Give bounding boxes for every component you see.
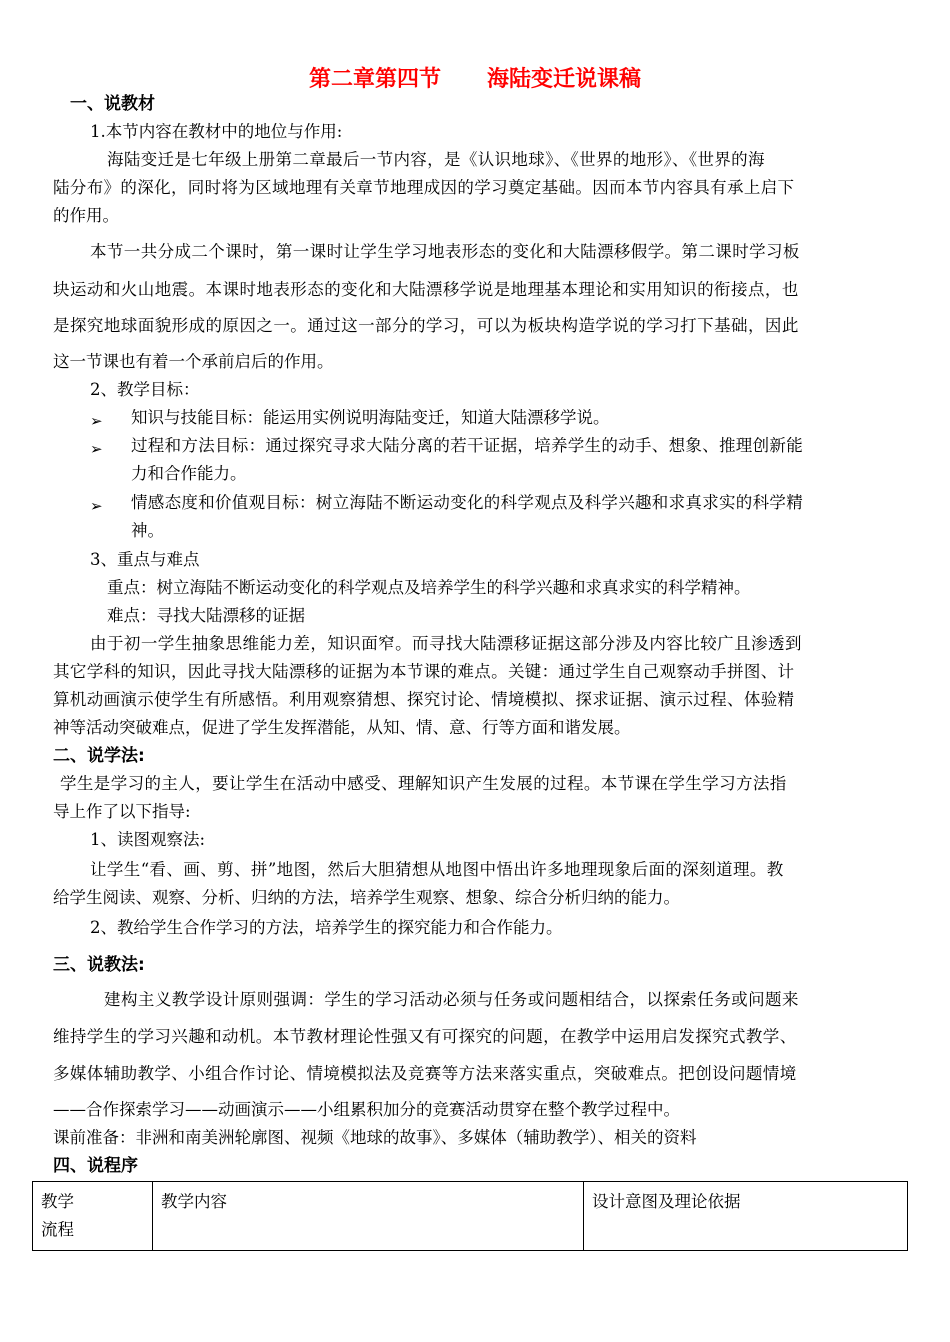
key-point: 重点：树立海陆不断运动变化的科学观点及培养学生的科学兴趣和求真求实的科学精神。: [107, 578, 751, 597]
paragraph-line: 的作用。: [53, 206, 119, 225]
table-header-row: [33, 1182, 908, 1251]
method-label: 1、读图观察法:: [90, 830, 206, 849]
section-heading-procedure: 四、说程序: [53, 1156, 138, 1176]
paragraph-line: 是探究地球面貌形成的原因之一。通过这一部分的学习，可以为板块构造学说的学习打下基础，因此: [53, 316, 799, 335]
paragraph-line: 算机动画演示使学生有所感悟。利用观察猜想、探究讨论、情境模拟、探求证据、演示过程、体验精: [53, 690, 795, 709]
method-item: 2、教给学生合作学习的方法，培养学生的探究能力和合作能力。: [90, 918, 563, 937]
table-header-flow: 教学 流程: [33, 1182, 153, 1251]
paragraph-line: 由于初一学生抽象思维能力差，知识面窄。而寻找大陆漂移证据这部分涉及内容比较广且渗透到: [90, 634, 802, 653]
procedure-table: [32, 1181, 908, 1251]
paragraph-line: 多媒体辅助教学、小组合作讨论、情境模拟法及竞赛等方法来落实重点，突破难点。把创设问题情境: [53, 1064, 797, 1083]
table-header-rationale: 设计意图及理论依据: [584, 1182, 908, 1251]
subheading-goals: 2、教学目标：: [90, 380, 200, 399]
subheading-key-points: 3、重点与难点: [90, 550, 200, 569]
class-preparation: 课前准备：非洲和南美洲轮廓图、视频《地球的故事》、多媒体（辅助教学）、相关的资料: [53, 1128, 697, 1147]
goal-item: 过程和方法目标：通过探究寻求大陆分离的若干证据，培养学生的动手、想象、推理创新能: [131, 436, 803, 455]
paragraph-line: 陆分布》的深化，同时将为区域地理有关章节地理成因的学习奠定基础。因而本节内容具有承上启下: [53, 178, 795, 197]
subheading-position: 1.本节内容在教材中的地位与作用:: [90, 122, 343, 141]
page-title: 第二章第四节 海陆变迁说课稿: [309, 67, 641, 92]
section-heading-teaching: 三、说教法:: [53, 955, 145, 975]
paragraph-line: 块运动和火山地震。本课时地表形态的变化和大陆漂移学说是地理基本理论和实用知识的衔接点，也: [53, 280, 799, 299]
table-header-content: 教学内容: [153, 1182, 584, 1251]
paragraph-line: 神等活动突破难点，促进了学生发挥潜能，从知、情、意、行等方面和谐发展。: [53, 718, 631, 737]
goal-item-cont: 力和合作能力。: [131, 464, 247, 483]
arrow-bullet-icon: ➢: [90, 412, 103, 430]
paragraph-line: 本节一共分成二个课时，第一课时让学生学习地表形态的变化和大陆漂移假学。第二课时学习板: [90, 242, 800, 261]
goal-item: 知识与技能目标：能运用实例说明海陆变迁，知道大陆漂移学说。: [131, 408, 610, 427]
paragraph-line: 这一节课也有着一个承前启后的作用。: [53, 352, 334, 371]
paragraph-line: 给学生阅读、观察、分析、归纳的方法，培养学生观察、想象、综合分析归纳的能力。: [53, 888, 680, 907]
paragraph-line: 维持学生的学习兴趣和动机。本节教材理论性强又有可探究的问题，在教学中运用启发探究式教学、: [53, 1027, 797, 1046]
paragraph-line: 让学生“看、画、剪、拼”地图，然后大胆猜想从地图中悟出许多地理现象后面的深刻道理。教: [90, 860, 784, 879]
difficult-point: 难点：寻找大陆漂移的证据: [107, 606, 305, 625]
paragraph-line: 其它学科的知识，因此寻找大陆漂移的证据为本节课的难点。关键：通过学生自己观察动手拼图、计: [53, 662, 795, 681]
arrow-bullet-icon: ➢: [90, 440, 103, 458]
goal-item: 情感态度和价值观目标：树立海陆不断运动变化的科学观点及科学兴趣和求真求实的科学精: [131, 493, 803, 512]
paragraph-line: ——合作探索学习——动画演示——小组累积加分的竞赛活动贯穿在整个教学过程中。: [53, 1100, 680, 1119]
paragraph-line: 海陆变迁是七年级上册第二章最后一节内容，是《认识地球》、《世界的地形》、《世界的海: [107, 150, 765, 169]
paragraph-line: 学生是学习的主人，要让学生在活动中感受、理解知识产生发展的过程。本节课在学生学习方法指: [60, 774, 787, 793]
section-heading-learning: 二、说学法:: [53, 746, 145, 766]
section-heading-textbook: 一、说教材: [70, 94, 155, 114]
paragraph-line: 导上作了以下指导:: [53, 802, 191, 821]
paragraph-line: 建构主义教学设计原则强调：学生的学习活动必须与任务或问题相结合，以探索任务或问题来: [104, 990, 799, 1009]
arrow-bullet-icon: ➢: [90, 497, 103, 515]
goal-item-cont: 神。: [131, 521, 164, 540]
